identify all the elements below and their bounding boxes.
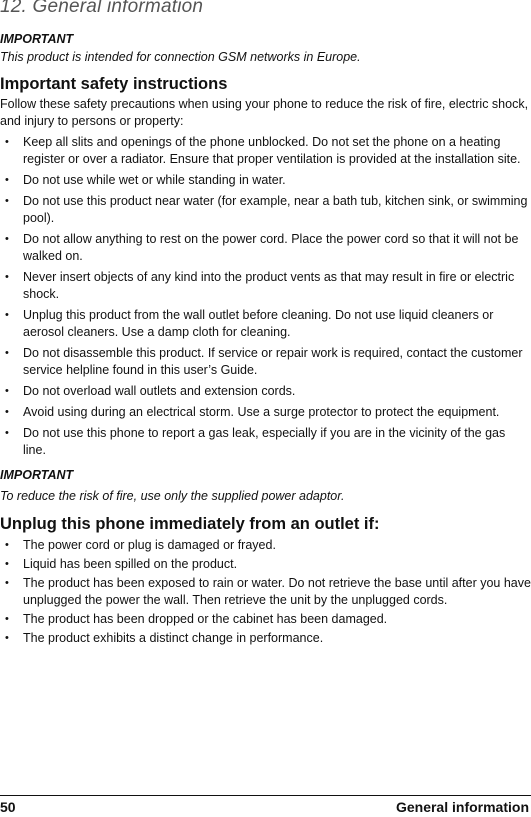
bullet-icon: • (5, 632, 9, 644)
page-content (0, 31, 531, 647)
page-number: 50 (0, 799, 16, 815)
list-item-text: Liquid has been spilled on the product. (23, 557, 238, 571)
list-item-text: The product exhibits a distinct change in performance. (23, 631, 324, 645)
list-item (0, 345, 531, 379)
safety-intro: Follow these safety precautions when using your phone to reduce the risk of fire, electric shock, and injury to persons or property: (0, 97, 529, 128)
bullet-icon: • (5, 558, 9, 570)
list-item (0, 269, 531, 303)
list-item (0, 630, 531, 647)
bullet-icon: • (5, 136, 9, 148)
list-item (0, 231, 531, 265)
bullet-icon: • (5, 539, 9, 551)
bullet-icon: • (5, 309, 9, 321)
list-item (0, 575, 531, 609)
list-item (0, 134, 531, 168)
list-item-text: Unplug this product from the wall outlet before cleaning. Do not use liquid cleaners or aerosol cleaners. Use a damp cloth for cleaning. (23, 308, 494, 339)
important-label: IMPORTANT (0, 32, 74, 46)
unplug-heading: Unplug this phone immediately from an outlet if: (0, 515, 380, 533)
list-item-text: The product has been dropped or the cabinet has been damaged. (23, 612, 388, 626)
bullet-icon: • (5, 347, 9, 359)
bullet-icon: • (5, 195, 9, 207)
adaptor-note: To reduce the risk of fire, use only the supplied power adaptor. (0, 489, 345, 503)
bullet-icon: • (5, 233, 9, 245)
list-item (0, 611, 531, 628)
list-item-text: The power cord or plug is damaged or frayed. (23, 538, 276, 552)
page-footer (0, 795, 531, 815)
adaptor-important-label: IMPORTANT (0, 468, 74, 482)
list-item (0, 404, 531, 421)
chapter-title: 12. General information (0, 0, 204, 17)
list-item (0, 383, 531, 400)
bullet-icon: • (5, 271, 9, 283)
bullet-icon: • (5, 427, 9, 439)
important-note: This product is intended for connection GSM networks in Europe. (0, 50, 361, 64)
list-item (0, 307, 531, 341)
list-item-text: Do not use this product near water (for example, near a bath tub, kitchen sink, or swimming pool). (23, 194, 528, 225)
footer-section-title: General information (395, 799, 529, 815)
list-item-text: Do not disassemble this product. If service or repair work is required, contact the customer service helpline found in this user’s Guide. (23, 346, 523, 377)
bullet-icon: • (5, 577, 9, 589)
list-item-text: The product has been exposed to rain or water. Do not retrieve the base until after you have unplugged the power the wall. Then retrieve the unit by the unplugged cords. (23, 576, 531, 607)
list-item (0, 425, 531, 459)
bullet-icon: • (5, 406, 9, 418)
list-item-text: Do not allow anything to rest on the power cord. Place the power cord so that it will not be walked on. (23, 232, 519, 263)
list-item-text: Keep all slits and openings of the phone unblocked. Do not set the phone on a heating register or over a radiator. Ensure that proper ventilation is provided at the installation site. (23, 135, 521, 166)
unplug-list (0, 537, 531, 647)
list-item (0, 193, 531, 227)
list-item-text: Do not use this phone to report a gas leak, especially if you are in the vicinity of the gas line. (23, 426, 506, 457)
safety-list (0, 134, 531, 459)
list-item-text: Do not use while wet or while standing in water. (23, 173, 286, 187)
bullet-icon: • (5, 174, 9, 186)
bullet-icon: • (5, 613, 9, 625)
list-item-text: Avoid using during an electrical storm. Use a surge protector to protect the equipment. (23, 405, 500, 419)
bullet-icon: • (5, 385, 9, 397)
list-item (0, 537, 531, 554)
list-item-text: Do not overload wall outlets and extension cords. (23, 384, 296, 398)
list-item (0, 556, 531, 573)
list-item-text: Never insert objects of any kind into the product vents as that may result in fire or electric shock. (23, 270, 515, 301)
safety-heading: Important safety instructions (0, 75, 228, 93)
list-item (0, 172, 531, 189)
